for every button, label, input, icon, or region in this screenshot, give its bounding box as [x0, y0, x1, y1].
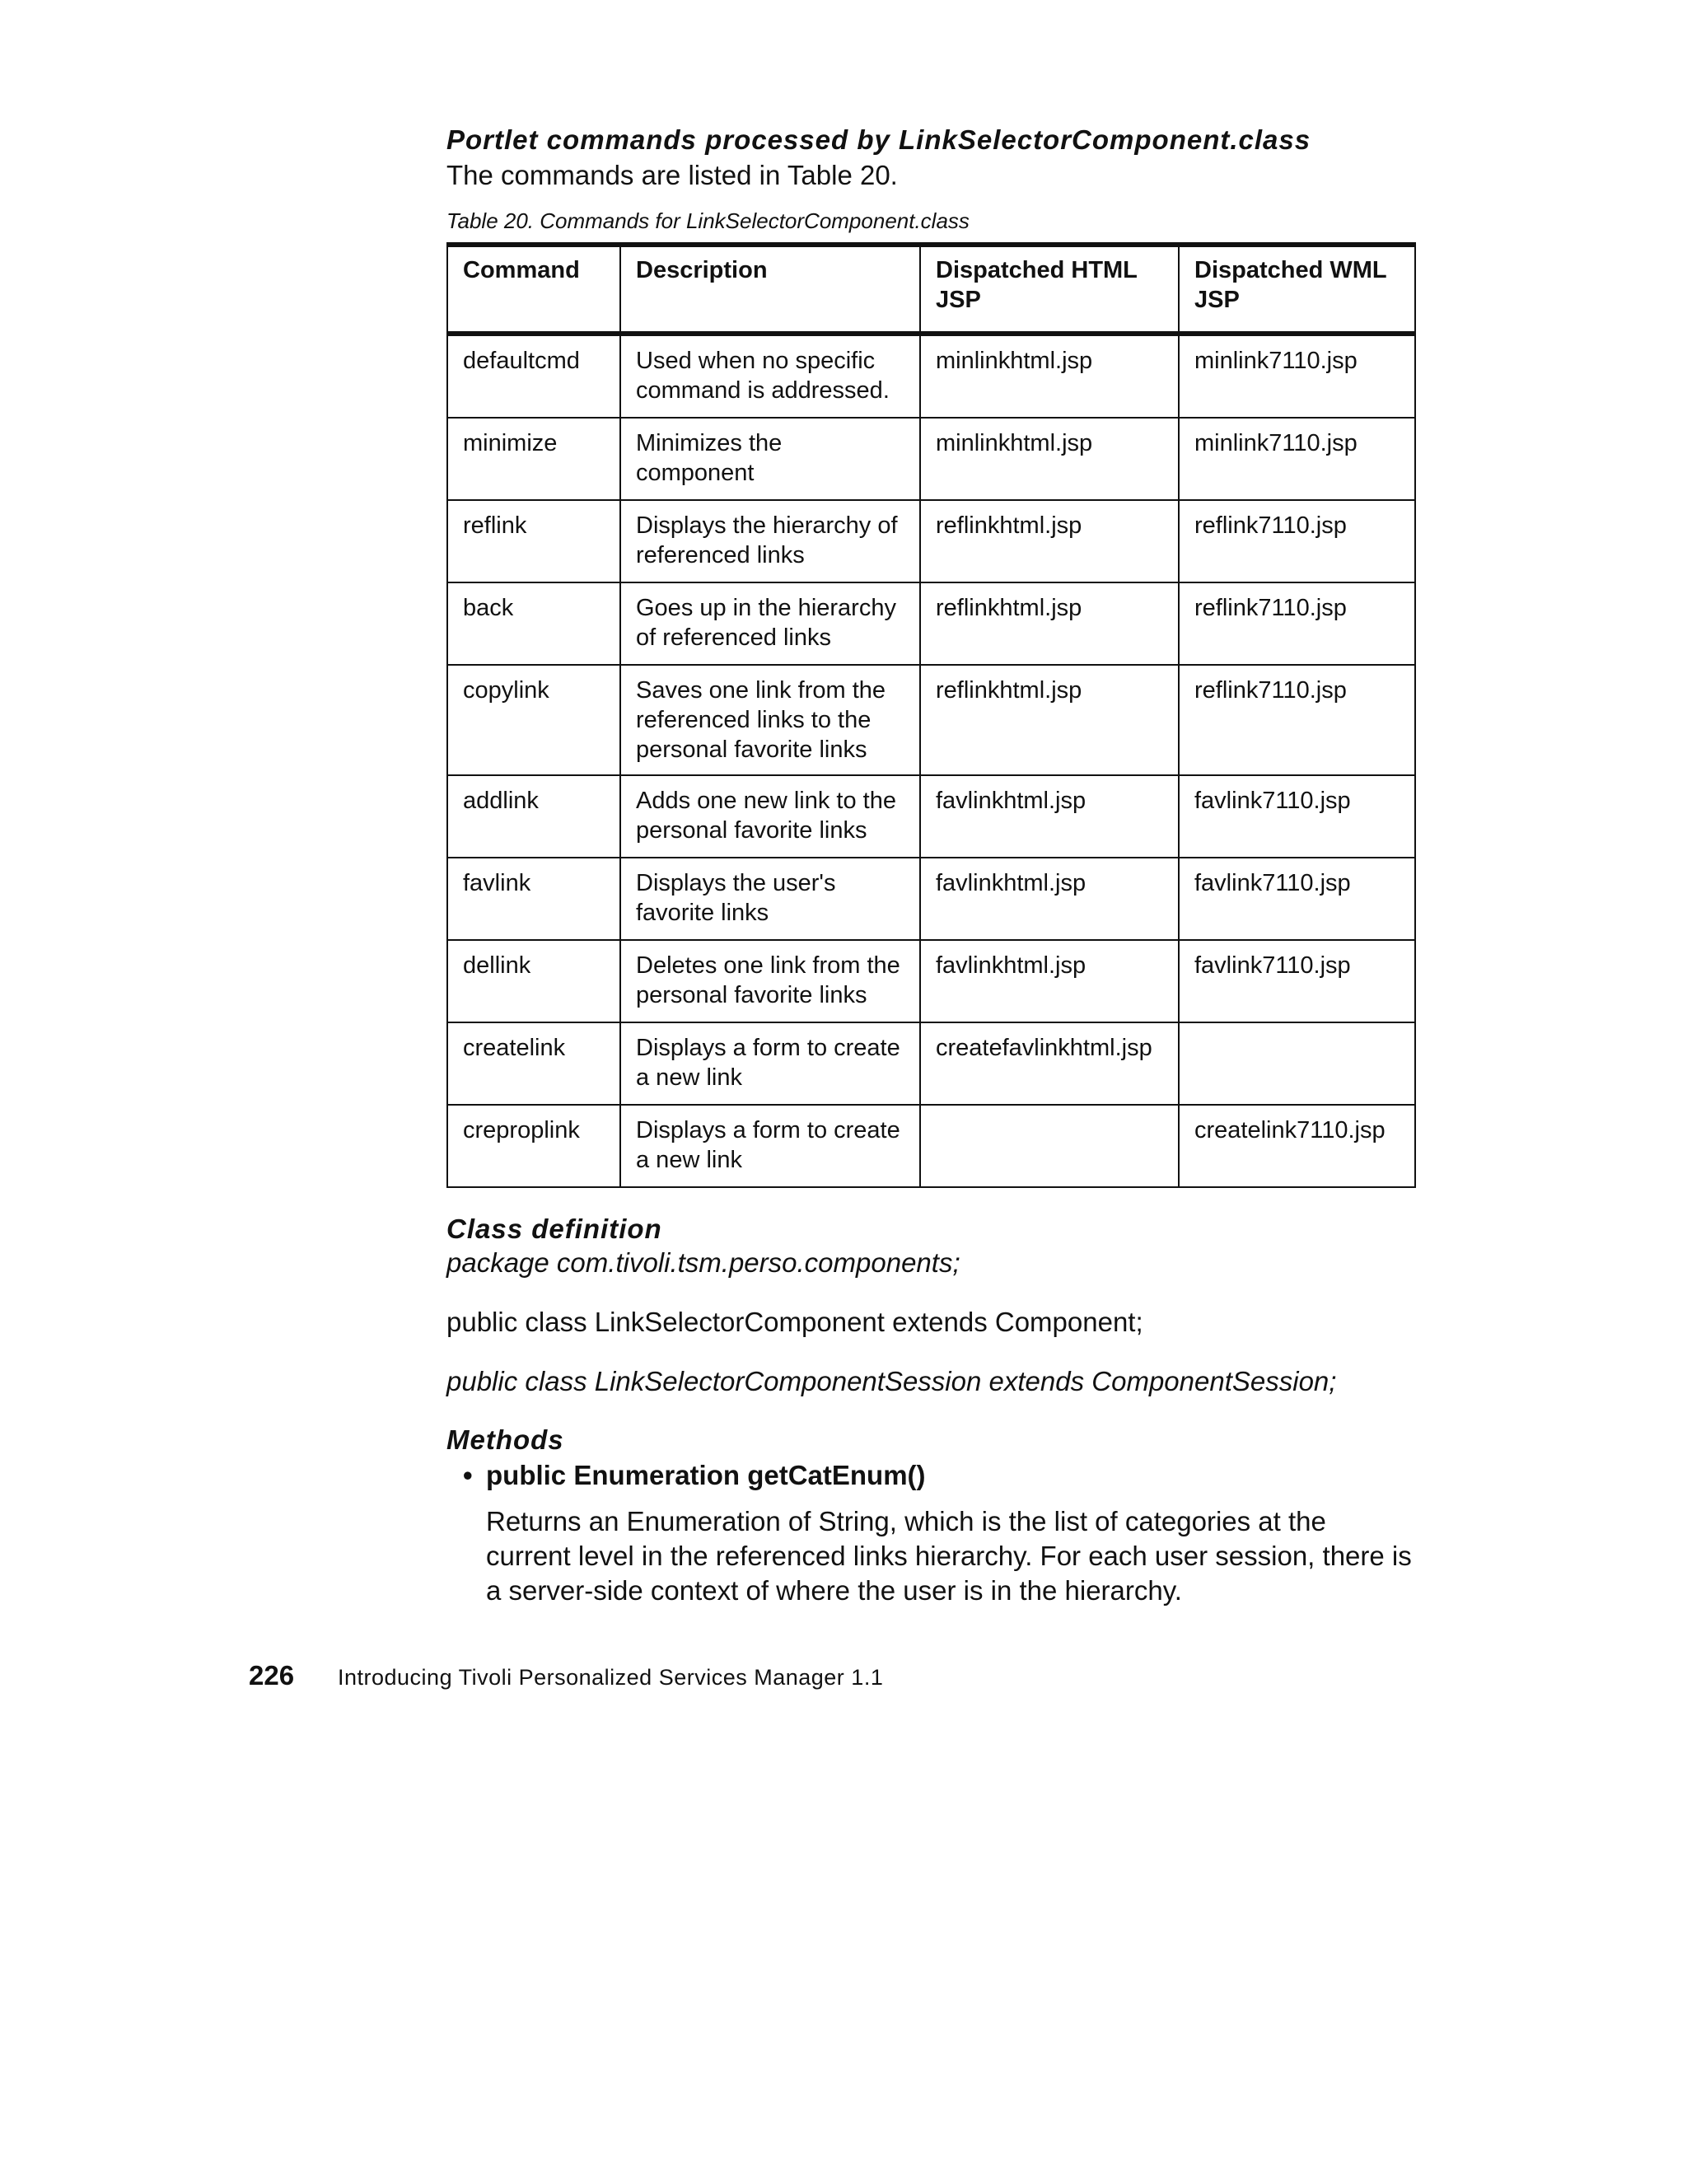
- cell-html-jsp: favlinkhtml.jsp: [920, 775, 1179, 858]
- cell-wml-jsp: minlink7110.jsp: [1179, 418, 1415, 500]
- header-html-jsp: Dispatched HTML JSP: [920, 245, 1179, 334]
- table-row: [447, 418, 1415, 500]
- section-heading: Portlet commands processed by LinkSelectorComponent.class: [446, 124, 1311, 155]
- cell-html-jsp: reflinkhtml.jsp: [920, 582, 1179, 665]
- table-caption: Table 20. Commands for LinkSelectorComponent.class: [446, 208, 970, 233]
- page-number: 226: [249, 1660, 295, 1691]
- cell-wml-jsp: reflink7110.jsp: [1179, 582, 1415, 665]
- table-row: [447, 775, 1415, 858]
- table-row: [447, 500, 1415, 582]
- class-definition-heading: Class definition: [446, 1214, 662, 1244]
- header-wml-jsp: Dispatched WML JSP: [1179, 245, 1415, 334]
- commands-table: [446, 242, 1416, 1188]
- cell-html-jsp: favlinkhtml.jsp: [920, 858, 1179, 940]
- cell-command: copylink: [447, 665, 620, 775]
- cell-wml-jsp: favlink7110.jsp: [1179, 858, 1415, 940]
- cell-description: Displays a form to create a new link: [620, 1105, 920, 1187]
- cell-command: dellink: [447, 940, 620, 1022]
- method-signature: public Enumeration getCatEnum(): [486, 1460, 926, 1490]
- cell-command: addlink: [447, 775, 620, 858]
- intro-text: The commands are listed in Table 20.: [446, 160, 898, 190]
- class-line: public class LinkSelectorComponent extends Component;: [446, 1307, 1143, 1337]
- cell-description: Displays the hierarchy of referenced links: [620, 500, 920, 582]
- table-row: [447, 1105, 1415, 1187]
- bullet-icon: •: [463, 1460, 473, 1490]
- cell-wml-jsp: reflink7110.jsp: [1179, 500, 1415, 582]
- method-item: [463, 1458, 1414, 1493]
- cell-html-jsp: reflinkhtml.jsp: [920, 665, 1179, 775]
- cell-description: Goes up in the hierarchy of referenced links: [620, 582, 920, 665]
- method-description: Returns an Enumeration of String, which is the list of categories at the current level in the referenced links hierarchy. For each user session, there is a server-side context of where the user is in the hierarchy.: [486, 1506, 1412, 1606]
- cell-wml-jsp: [1179, 1022, 1415, 1105]
- table-row: [447, 334, 1415, 418]
- cell-wml-jsp: reflink7110.jsp: [1179, 665, 1415, 775]
- table-row: [447, 940, 1415, 1022]
- cell-command: favlink: [447, 858, 620, 940]
- cell-description: Displays a form to create a new link: [620, 1022, 920, 1105]
- cell-description: Displays the user's favorite links: [620, 858, 920, 940]
- table-row: [447, 1022, 1415, 1105]
- cell-command: minimize: [447, 418, 620, 500]
- cell-html-jsp: reflinkhtml.jsp: [920, 500, 1179, 582]
- cell-html-jsp: minlinkhtml.jsp: [920, 418, 1179, 500]
- session-class-line: public class LinkSelectorComponentSession extends ComponentSession;: [446, 1366, 1337, 1396]
- cell-wml-jsp: favlink7110.jsp: [1179, 940, 1415, 1022]
- table-row: [447, 665, 1415, 775]
- page-content: [446, 124, 1414, 1608]
- header-description: Description: [620, 245, 920, 334]
- cell-wml-jsp: minlink7110.jsp: [1179, 334, 1415, 418]
- methods-heading: Methods: [446, 1424, 564, 1455]
- table-row: [447, 858, 1415, 940]
- cell-command: reflink: [447, 500, 620, 582]
- cell-command: creproplink: [447, 1105, 620, 1187]
- cell-html-jsp: createfavlinkhtml.jsp: [920, 1022, 1179, 1105]
- cell-description: Saves one link from the referenced links to the personal favorite links: [620, 665, 920, 775]
- table-header-row: [447, 245, 1415, 334]
- cell-html-jsp: [920, 1105, 1179, 1187]
- cell-wml-jsp: createlink7110.jsp: [1179, 1105, 1415, 1187]
- page-footer: [249, 1660, 883, 1691]
- package-line: package com.tivoli.tsm.perso.components;: [446, 1247, 960, 1278]
- cell-description: Deletes one link from the personal favorite links: [620, 940, 920, 1022]
- cell-command: createlink: [447, 1022, 620, 1105]
- cell-description: Minimizes the component: [620, 418, 920, 500]
- cell-html-jsp: favlinkhtml.jsp: [920, 940, 1179, 1022]
- cell-command: defaultcmd: [447, 334, 620, 418]
- cell-description: Used when no specific command is addressed.: [620, 334, 920, 418]
- book-title: Introducing Tivoli Personalized Services Manager 1.1: [338, 1665, 884, 1690]
- cell-description: Adds one new link to the personal favorite links: [620, 775, 920, 858]
- cell-wml-jsp: favlink7110.jsp: [1179, 775, 1415, 858]
- cell-command: back: [447, 582, 620, 665]
- header-command: Command: [447, 245, 620, 334]
- table-row: [447, 582, 1415, 665]
- cell-html-jsp: minlinkhtml.jsp: [920, 334, 1179, 418]
